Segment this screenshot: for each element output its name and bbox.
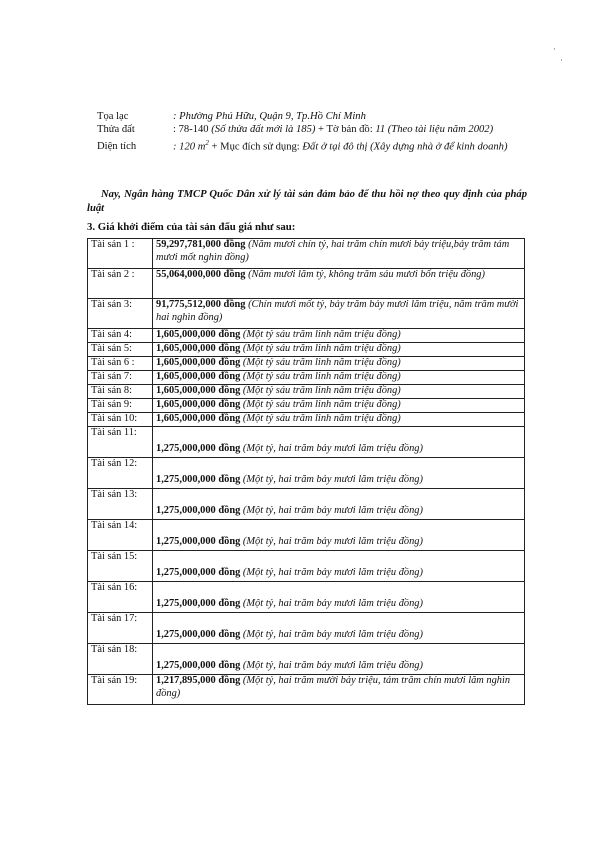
land-use-value: Đất ở tại đô thị (Xây dựng nhà ở để kinh doanh) xyxy=(302,141,508,153)
asset-row xyxy=(88,269,525,299)
asset-amount-in-words: (Một tỷ, hai trăm bảy mươi lăm triệu đồng) xyxy=(240,629,423,641)
land-use-label: + Mục đích sử dụng: xyxy=(208,141,303,153)
asset-amount-in-words: (Một tỷ, hai trăm mười bảy triệu, tám trăm chín mươi lăm nghìn đồng) xyxy=(156,675,511,699)
asset-price xyxy=(153,489,525,520)
asset-price xyxy=(153,413,525,427)
asset-price-table xyxy=(87,238,525,705)
asset-price xyxy=(153,613,525,644)
asset-amount: 1,275,000,000 đồng xyxy=(156,505,241,517)
location-row xyxy=(97,110,537,123)
asset-row xyxy=(88,613,525,644)
asset-amount-in-words: (Một tỷ, hai trăm bảy mươi lăm triệu đồng) xyxy=(240,443,423,455)
asset-amount-in-words: (Chín mươi mốt tỷ, bảy trăm bảy mươi lăm triệu, năm trăm mười hai nghìn đồng) xyxy=(156,299,519,323)
asset-name: Tài sản 9: xyxy=(88,399,153,413)
asset-amount-in-words: (Một tỷ, hai trăm bảy mươi lăm triệu đồng) xyxy=(240,598,423,610)
asset-row xyxy=(88,520,525,551)
asset-name: Tài sản 15: xyxy=(88,551,153,582)
asset-name: Tài sản 4: xyxy=(88,329,153,343)
asset-amount-in-words: (Một tỷ sáu trăm linh năm triệu đồng) xyxy=(240,399,401,410)
asset-price xyxy=(153,644,525,675)
asset-amount-in-words: (Năm mươi chín tỷ, hai trăm chín mươi bảy triệu,bảy trăm tám mươi mốt nghìn đồng) xyxy=(156,239,510,263)
asset-amount-in-words: (Một tỷ sáu trăm linh năm triệu đồng) xyxy=(240,343,401,354)
asset-price xyxy=(153,299,525,329)
asset-row xyxy=(88,427,525,458)
asset-price xyxy=(153,343,525,357)
asset-amount-in-words: (Một tỷ sáu trăm linh năm triệu đồng) xyxy=(240,413,401,424)
property-info xyxy=(97,110,537,154)
asset-name: Tài sản 7: xyxy=(88,371,153,385)
asset-amount: 1,217,895,000 đồng xyxy=(156,675,241,686)
asset-amount: 59,297,781,000 đồng xyxy=(156,239,246,250)
asset-amount: 1,275,000,000 đồng xyxy=(156,443,241,455)
asset-row xyxy=(88,343,525,357)
asset-price xyxy=(153,582,525,613)
asset-price xyxy=(153,427,525,458)
plot-number: : 78-140 xyxy=(173,124,212,136)
asset-name: Tài sản 2 : xyxy=(88,269,153,299)
asset-amount: 1,605,000,000 đồng xyxy=(156,399,241,410)
asset-amount: 1,605,000,000 đồng xyxy=(156,413,241,424)
asset-name: Tài sản 10: xyxy=(88,413,153,427)
asset-amount-in-words: (Một tỷ sáu trăm linh năm triệu đồng) xyxy=(240,357,401,368)
plot-new-number: (Số thửa đất mới là 185) xyxy=(211,124,316,136)
asset-row xyxy=(88,385,525,399)
asset-price xyxy=(153,269,525,299)
asset-amount-in-words: (Một tỷ, hai trăm bảy mươi lăm triệu đồng) xyxy=(240,660,423,672)
asset-name: Tài sản 11: xyxy=(88,427,153,458)
plot-label: Thửa đất xyxy=(97,124,135,136)
asset-amount-in-words: (Một tỷ, hai trăm bảy mươi lăm triệu đồng) xyxy=(240,474,423,486)
map-sheet-label: + Tờ bản đồ: xyxy=(315,124,376,136)
plot-row xyxy=(97,123,537,136)
asset-price xyxy=(153,385,525,399)
asset-amount: 1,605,000,000 đồng xyxy=(156,357,241,368)
asset-amount: 1,275,000,000 đồng xyxy=(156,536,241,548)
asset-name: Tài sản 17: xyxy=(88,613,153,644)
asset-row xyxy=(88,413,525,427)
location-value: : Phường Phú Hữu, Quận 9, Tp.Hồ Chí Minh xyxy=(173,111,366,122)
asset-row xyxy=(88,399,525,413)
asset-amount-in-words: (Một tỷ sáu trăm linh năm triệu đồng) xyxy=(240,371,401,382)
asset-amount: 1,605,000,000 đồng xyxy=(156,371,241,382)
asset-name: Tài sản 6 : xyxy=(88,357,153,371)
asset-row xyxy=(88,458,525,489)
asset-name: Tài sản 13: xyxy=(88,489,153,520)
asset-row xyxy=(88,644,525,675)
asset-price xyxy=(153,399,525,413)
asset-name: Tài sản 12: xyxy=(88,458,153,489)
area-unit-superscript: 2 xyxy=(205,138,209,147)
asset-amount-in-words: (Một tỷ, hai trăm bảy mươi lăm triệu đồng) xyxy=(240,536,423,548)
asset-amount: 1,275,000,000 đồng xyxy=(156,567,241,579)
asset-amount: 1,275,000,000 đồng xyxy=(156,598,241,610)
asset-name: Tài sản 8: xyxy=(88,385,153,399)
asset-amount: 1,275,000,000 đồng xyxy=(156,660,241,672)
asset-amount: 1,605,000,000 đồng xyxy=(156,343,241,354)
section-heading: 3. Giá khởi điểm của tài sản đấu giá như sau: xyxy=(87,221,296,233)
area-label: Diện tích xyxy=(97,141,137,153)
asset-name: Tài sản 5: xyxy=(88,343,153,357)
asset-amount-in-words: (Một tỷ, hai trăm bảy mươi lăm triệu đồng) xyxy=(240,567,423,579)
asset-amount-in-words: (Năm mươi lăm tỷ, không trăm sáu mươi bốn triệu đồng) xyxy=(245,269,485,280)
asset-name: Tài sản 19: xyxy=(88,675,153,705)
asset-name: Tài sản 3: xyxy=(88,299,153,329)
asset-price xyxy=(153,357,525,371)
asset-price xyxy=(153,675,525,705)
map-sheet-value: 11 (Theo tài liệu năm 2002) xyxy=(375,124,494,136)
asset-amount: 1,605,000,000 đồng xyxy=(156,329,241,340)
scan-speck: · xyxy=(560,55,563,65)
asset-name: Tài sản 16: xyxy=(88,582,153,613)
asset-amount-in-words: (Một tỷ sáu trăm linh năm triệu đồng) xyxy=(240,329,401,340)
scan-speck: · xyxy=(553,44,556,54)
asset-row xyxy=(88,329,525,343)
area-row xyxy=(97,137,537,154)
asset-price xyxy=(153,371,525,385)
asset-price xyxy=(153,458,525,489)
asset-amount: 91,775,512,000 đồng xyxy=(156,299,246,310)
asset-row xyxy=(88,675,525,705)
asset-row xyxy=(88,489,525,520)
asset-amount-in-words: (Một tỷ sáu trăm linh năm triệu đồng) xyxy=(240,385,401,396)
disposal-paragraph: Nay, Ngân hàng TMCP Quốc Dân xử lý tài sản đảm bảo để thu hồi nợ theo quy định của pháp luật xyxy=(87,189,527,214)
asset-amount: 1,275,000,000 đồng xyxy=(156,629,241,641)
asset-price xyxy=(153,239,525,269)
asset-row xyxy=(88,551,525,582)
location-label: Tọa lạc xyxy=(97,111,129,122)
asset-amount-in-words: (Một tỷ, hai trăm bảy mươi lăm triệu đồng) xyxy=(240,505,423,517)
asset-name: Tài sản 1 : xyxy=(88,239,153,269)
asset-amount: 1,275,000,000 đồng xyxy=(156,474,241,486)
asset-price xyxy=(153,551,525,582)
asset-row xyxy=(88,357,525,371)
asset-price xyxy=(153,329,525,343)
asset-name: Tài sản 14: xyxy=(88,520,153,551)
asset-amount: 55,064,000,000 đồng xyxy=(156,269,246,280)
asset-price xyxy=(153,520,525,551)
asset-name: Tài sản 18: xyxy=(88,644,153,675)
asset-row xyxy=(88,371,525,385)
asset-row xyxy=(88,239,525,269)
asset-row xyxy=(88,582,525,613)
asset-row xyxy=(88,299,525,329)
asset-amount: 1,605,000,000 đồng xyxy=(156,385,241,396)
area-value: : 120 m xyxy=(173,141,206,153)
